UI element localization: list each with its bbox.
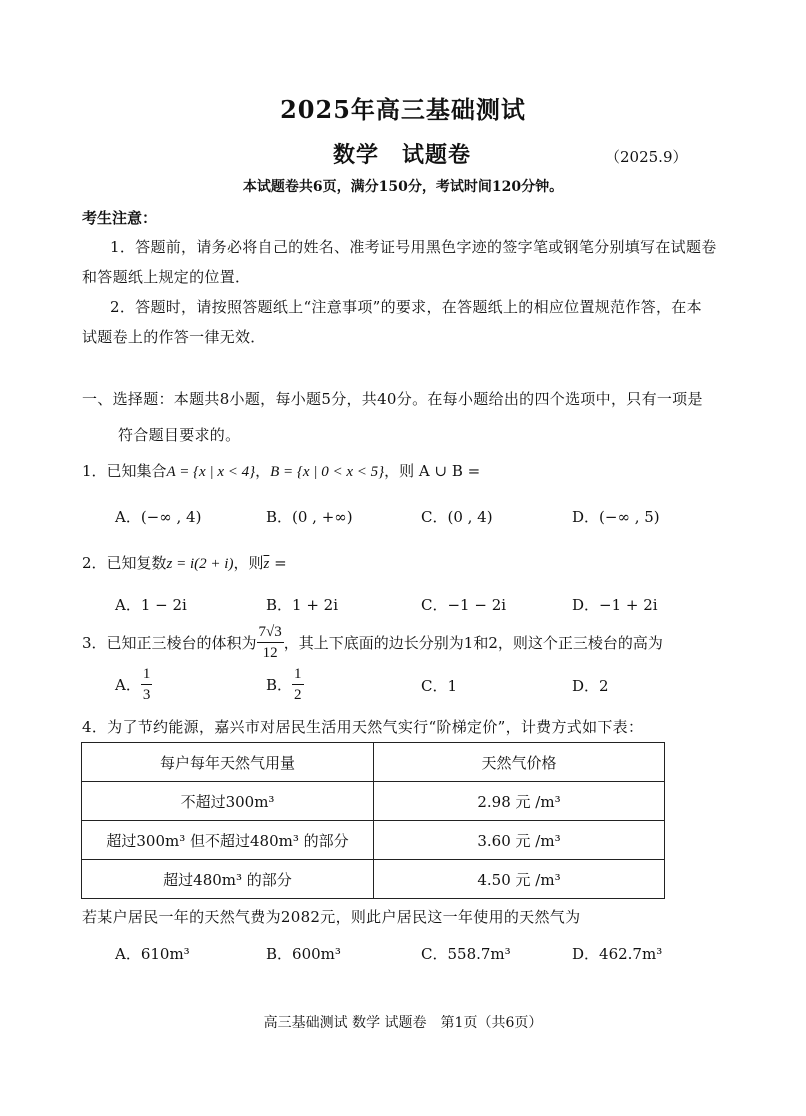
question-2-option-c: C．−1 − 2i bbox=[421, 596, 507, 614]
question-2-mid: ，则 bbox=[233, 554, 264, 572]
option-b-denominator: 2 bbox=[294, 687, 302, 703]
question-1-prefix: 1．已知集合 bbox=[82, 462, 167, 480]
notice-item-2-line-2: 试题卷上的作答一律无效． bbox=[82, 328, 266, 346]
question-4-option-a: A．610m³ bbox=[115, 945, 190, 963]
question-4-option-c: C．558.7m³ bbox=[421, 945, 511, 963]
subject-title: 数学 试题卷 bbox=[333, 142, 472, 168]
option-a-numerator: 1 bbox=[141, 664, 153, 685]
question-1-option-d: D．(−∞ , 5) bbox=[572, 508, 660, 526]
set-a-expression: A = {x | x < 4} bbox=[166, 464, 256, 480]
question-1-option-b: B．(0 , +∞) bbox=[266, 508, 353, 526]
table-row bbox=[82, 782, 665, 821]
question-2-stem bbox=[82, 552, 287, 573]
table-cell-usage: 不超过300m³ bbox=[82, 782, 374, 821]
question-3-option-b bbox=[266, 664, 304, 705]
notice-item-2-line-1: 2．答题时，请按照答题纸上“注意事项”的要求，在答题纸上的相应位置规范作答，在本 bbox=[110, 298, 702, 316]
table-cell-price: 3.60 元 /m³ bbox=[374, 821, 665, 860]
question-1-suffix: ，则 A ∪ B = bbox=[384, 462, 481, 480]
notice-heading: 考生注意： bbox=[82, 209, 158, 227]
option-a-label: A． bbox=[115, 676, 141, 694]
question-3-suffix: ，其上下底面的边长分别为1和2，则这个正三棱台的高为 bbox=[283, 634, 663, 652]
conjugate-z: $\overline{z}$ bbox=[263, 556, 270, 572]
set-b-expression: B = {x | 0 < x < 5} bbox=[270, 464, 385, 480]
table-cell-usage: 超过480m³ 的部分 bbox=[82, 860, 374, 899]
exam-intro: 本试题卷共6页，满分150分，考试时间120分钟。 bbox=[242, 179, 564, 195]
question-2-option-b: B．1 + 2i bbox=[266, 596, 339, 614]
question-4-option-b: B．600m³ bbox=[266, 945, 341, 963]
volume-fraction bbox=[257, 622, 284, 663]
question-3-prefix: 3．已知正三棱台的体积为 bbox=[82, 634, 257, 652]
exam-date: （2025.9） bbox=[605, 148, 688, 166]
table-header-row bbox=[82, 743, 665, 782]
option-b-numerator: 1 bbox=[292, 664, 304, 685]
complex-expression: z = i(2 + i) bbox=[166, 556, 234, 572]
option-b-fraction bbox=[292, 664, 304, 705]
question-3-option-a bbox=[115, 664, 152, 705]
question-3-option-c: C．1 bbox=[421, 677, 458, 695]
question-4-question: 若某户居民一年的天然气费为2082元，则此户居民这一年使用的天然气为 bbox=[82, 908, 581, 926]
notice-item-1-line-2: 和答题纸上规定的位置． bbox=[82, 268, 251, 286]
question-1-option-c: C．(0 , 4) bbox=[421, 508, 493, 526]
question-4-stem: 4．为了节约能源，嘉兴市对居民生活用天然气实行“阶梯定价”，计费方式如下表： bbox=[82, 718, 644, 736]
question-1-option-a: A．(−∞ , 4) bbox=[115, 508, 202, 526]
table-row bbox=[82, 821, 665, 860]
exam-title: 2025年高三基础测试 bbox=[280, 95, 526, 124]
option-b-label: B． bbox=[266, 676, 293, 694]
notice-item-1-line-1: 1．答题前，请务必将自己的姓名、准考证号用黑色字迹的签字笔或钢笔分别填写在试题卷 bbox=[110, 238, 717, 256]
question-2-option-d: D．−1 + 2i bbox=[572, 596, 658, 614]
question-2-option-a: A．1 − 2i bbox=[115, 596, 187, 614]
section-1-heading-line-2: 符合题目要求的。 bbox=[118, 426, 241, 444]
question-3-stem bbox=[82, 622, 663, 663]
volume-numerator: 7√3 bbox=[257, 622, 284, 643]
question-2-equals: = bbox=[269, 554, 287, 572]
price-table bbox=[81, 742, 665, 899]
section-1-heading: 一、选择题：本题共8小题，每小题5分，共40分。在每小题给出的四个选项中，只有一项是 bbox=[82, 390, 703, 408]
option-a-denominator: 3 bbox=[142, 687, 151, 703]
question-1-stem bbox=[82, 460, 480, 481]
table-cell-usage: 超过300m³ 但不超过480m³ 的部分 bbox=[82, 821, 374, 860]
question-1-separator: ， bbox=[255, 462, 271, 480]
table-cell-price: 2.98 元 /m³ bbox=[374, 782, 665, 821]
table-header-usage: 每户每年天然气用量 bbox=[82, 743, 374, 782]
page-footer: 高三基础测试 数学 试题卷 第1页（共6页） bbox=[263, 1015, 543, 1031]
table-header-price: 天然气价格 bbox=[374, 743, 665, 782]
question-2-prefix: 2．已知复数 bbox=[82, 554, 167, 572]
volume-denominator: 12 bbox=[262, 645, 278, 661]
question-4-option-d: D．462.7m³ bbox=[572, 945, 663, 963]
table-cell-price: 4.50 元 /m³ bbox=[374, 860, 665, 899]
table-row bbox=[82, 860, 665, 899]
question-3-option-d: D．2 bbox=[572, 677, 609, 695]
option-a-fraction bbox=[141, 664, 153, 705]
